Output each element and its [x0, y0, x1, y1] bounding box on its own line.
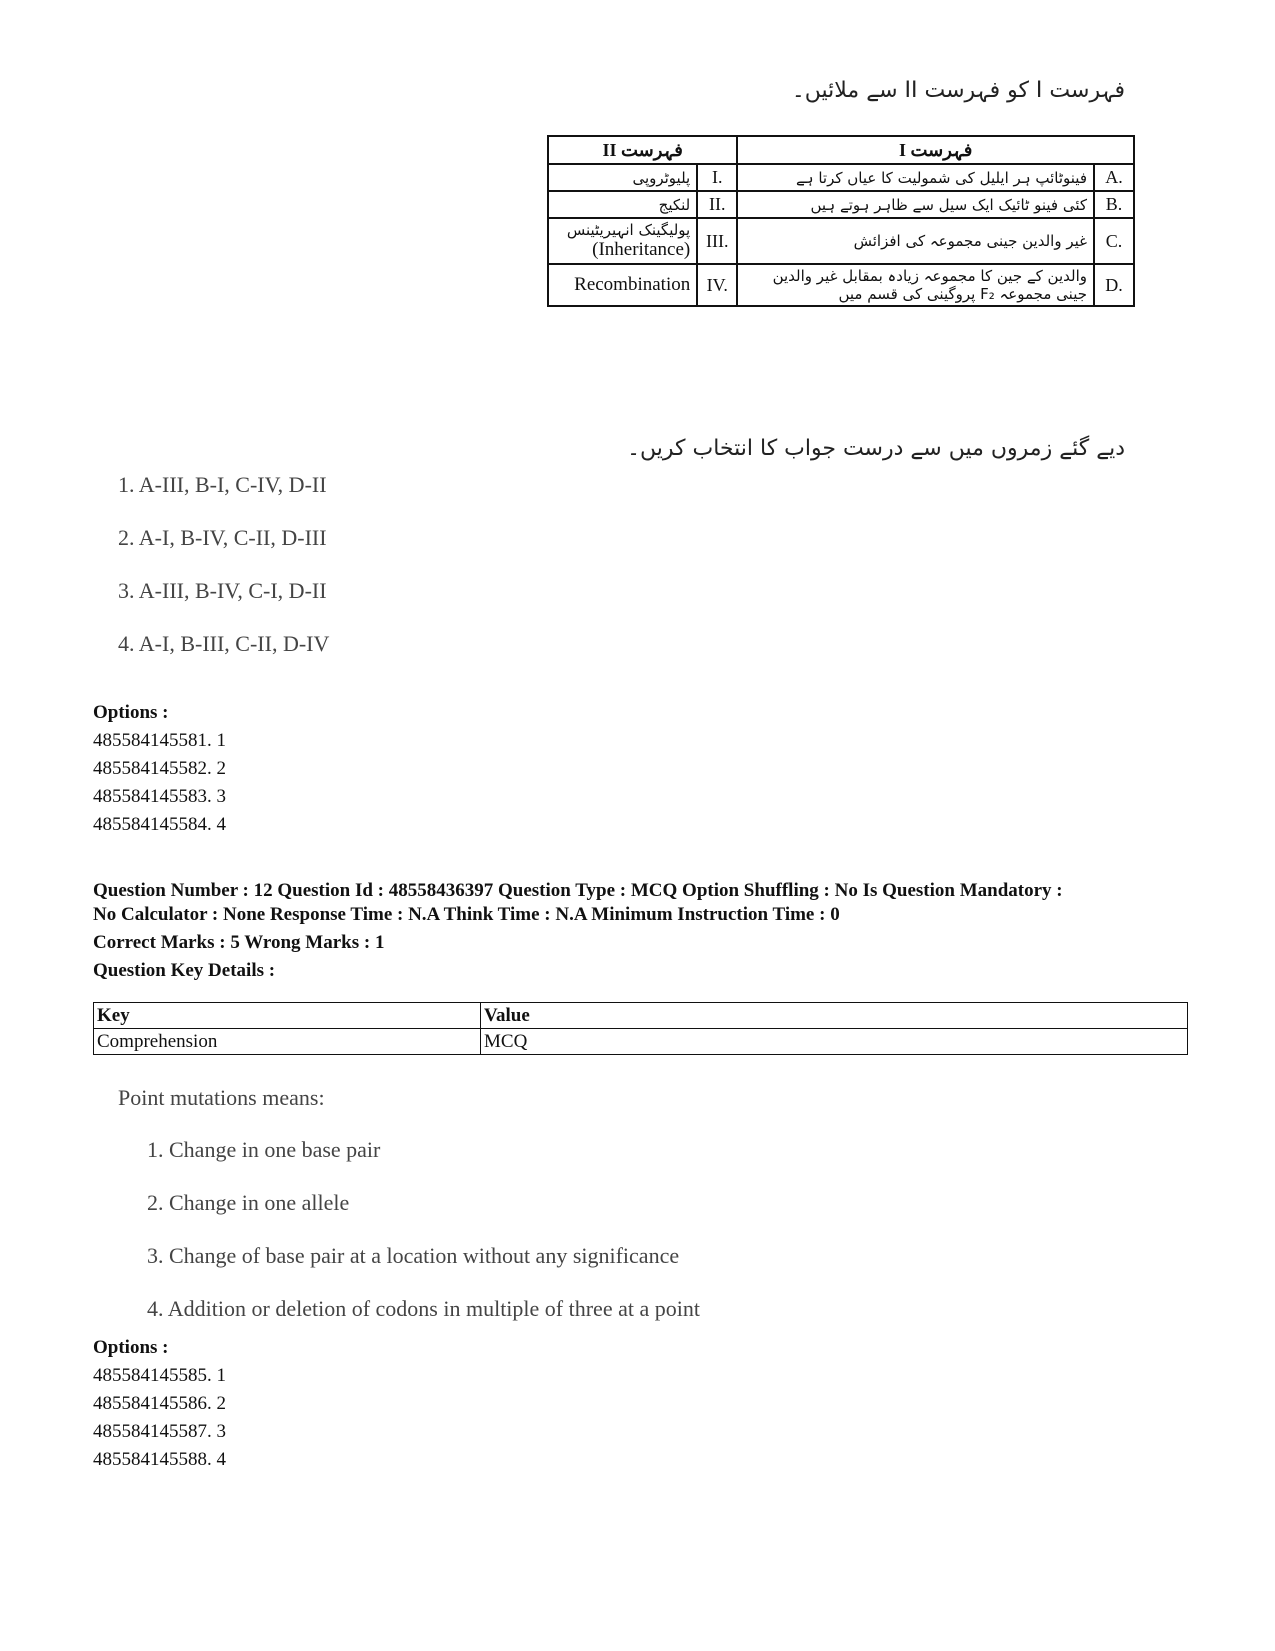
answer-choice: 1. Change in one base pair: [147, 1137, 381, 1162]
list-2-text: پلیوٹروپی: [548, 164, 697, 191]
value-header: Value: [481, 1003, 1188, 1029]
key-header: Key: [94, 1003, 481, 1029]
key-details-table: [93, 1002, 1188, 1055]
marks-line: Correct Marks : 5 Wrong Marks : 1: [93, 932, 385, 953]
list-2-text: [548, 218, 697, 264]
option-item: 485584145583. 3: [93, 786, 226, 807]
list-1-text: کئی فینو ٹائیک ایک سیل سے ظاہر ہوتے ہیں: [737, 191, 1094, 218]
list-1-label: D.: [1094, 264, 1134, 306]
answer-choice: 3. A-III, B-IV, C-I, D-II: [118, 578, 327, 603]
list-2-label: IV.: [697, 264, 737, 306]
options-label: Options :: [93, 702, 169, 723]
list-1-text-line: والدین کے جین کا مجموعہ زیادہ بمقابل غیر والدین: [772, 267, 1087, 285]
key-cell: Comprehension: [94, 1029, 481, 1055]
option-item: 485584145581. 1: [93, 730, 226, 751]
list-1-text: غیر والدین جینی مجموعہ کی افزائش: [737, 218, 1094, 264]
answer-choice: 1. A-III, B-I, C-IV, D-II: [118, 472, 327, 497]
match-row: [548, 164, 1134, 191]
option-item: 485584145586. 2: [93, 1393, 226, 1414]
question-meta: No Calculator : None Response Time : N.A Think Time : N.A Minimum Instruction Time : 0: [93, 904, 840, 925]
answer-choice: 4. Addition or deletion of codons in multiple of three at a point: [147, 1296, 700, 1321]
list-2-label: I.: [697, 164, 737, 191]
option-item: 485584145588. 4: [93, 1449, 226, 1470]
match-table: [547, 135, 1135, 307]
question-meta: Question Number : 12 Question Id : 48558436397 Question Type : MCQ Option Shuffling : No Is Question Mandatory :: [93, 880, 1063, 901]
list-1-label: A.: [1094, 164, 1134, 191]
list-1-header: فہرست I: [737, 136, 1134, 164]
option-item: 485584145587. 3: [93, 1421, 226, 1442]
question-stem: Point mutations means:: [118, 1085, 325, 1110]
key-details-label: Question Key Details :: [93, 960, 276, 981]
value-cell: MCQ: [481, 1029, 1188, 1055]
list-1-text: فینوٹائپ ہر ایلیل کی شمولیت کا عیاں کرتا ہے: [737, 164, 1094, 191]
match-row: [548, 191, 1134, 218]
answer-choice: 4. A-I, B-III, C-II, D-IV: [118, 631, 330, 656]
list-2-text: Recombination: [548, 264, 697, 306]
match-row: [548, 264, 1134, 306]
list-2-text-line: (Inheritance): [592, 239, 691, 260]
answer-choice: 3. Change of base pair at a location without any significance: [147, 1243, 680, 1268]
list-2-header: فہرست II: [548, 136, 737, 164]
list-1-label: C.: [1094, 218, 1134, 264]
list-2-label: II.: [697, 191, 737, 218]
options-label: Options :: [93, 1337, 169, 1358]
option-item: 485584145585. 1: [93, 1365, 226, 1386]
list-2-label: III.: [697, 218, 737, 264]
option-item: 485584145582. 2: [93, 758, 226, 779]
list-2-text-line: پولیگینک انہیریٹینس: [566, 221, 691, 239]
answer-choice: 2. Change in one allele: [147, 1190, 350, 1215]
match-row: [548, 218, 1134, 264]
answer-choice: 2. A-I, B-IV, C-II, D-III: [118, 525, 327, 550]
select-instruction: دیے گئے زمروں میں سے درست جواب کا انتخاب کریں۔: [627, 436, 1125, 461]
match-instruction: فہرست I کو فہرست II سے ملائیں۔: [791, 78, 1125, 103]
option-item: 485584145584. 4: [93, 814, 226, 835]
list-1-text: [737, 264, 1094, 306]
list-1-text-line: جینی مجموعہ F₂ پروگینی کی قسم میں: [838, 285, 1087, 303]
list-1-label: B.: [1094, 191, 1134, 218]
list-2-text: لنکیج: [548, 191, 697, 218]
